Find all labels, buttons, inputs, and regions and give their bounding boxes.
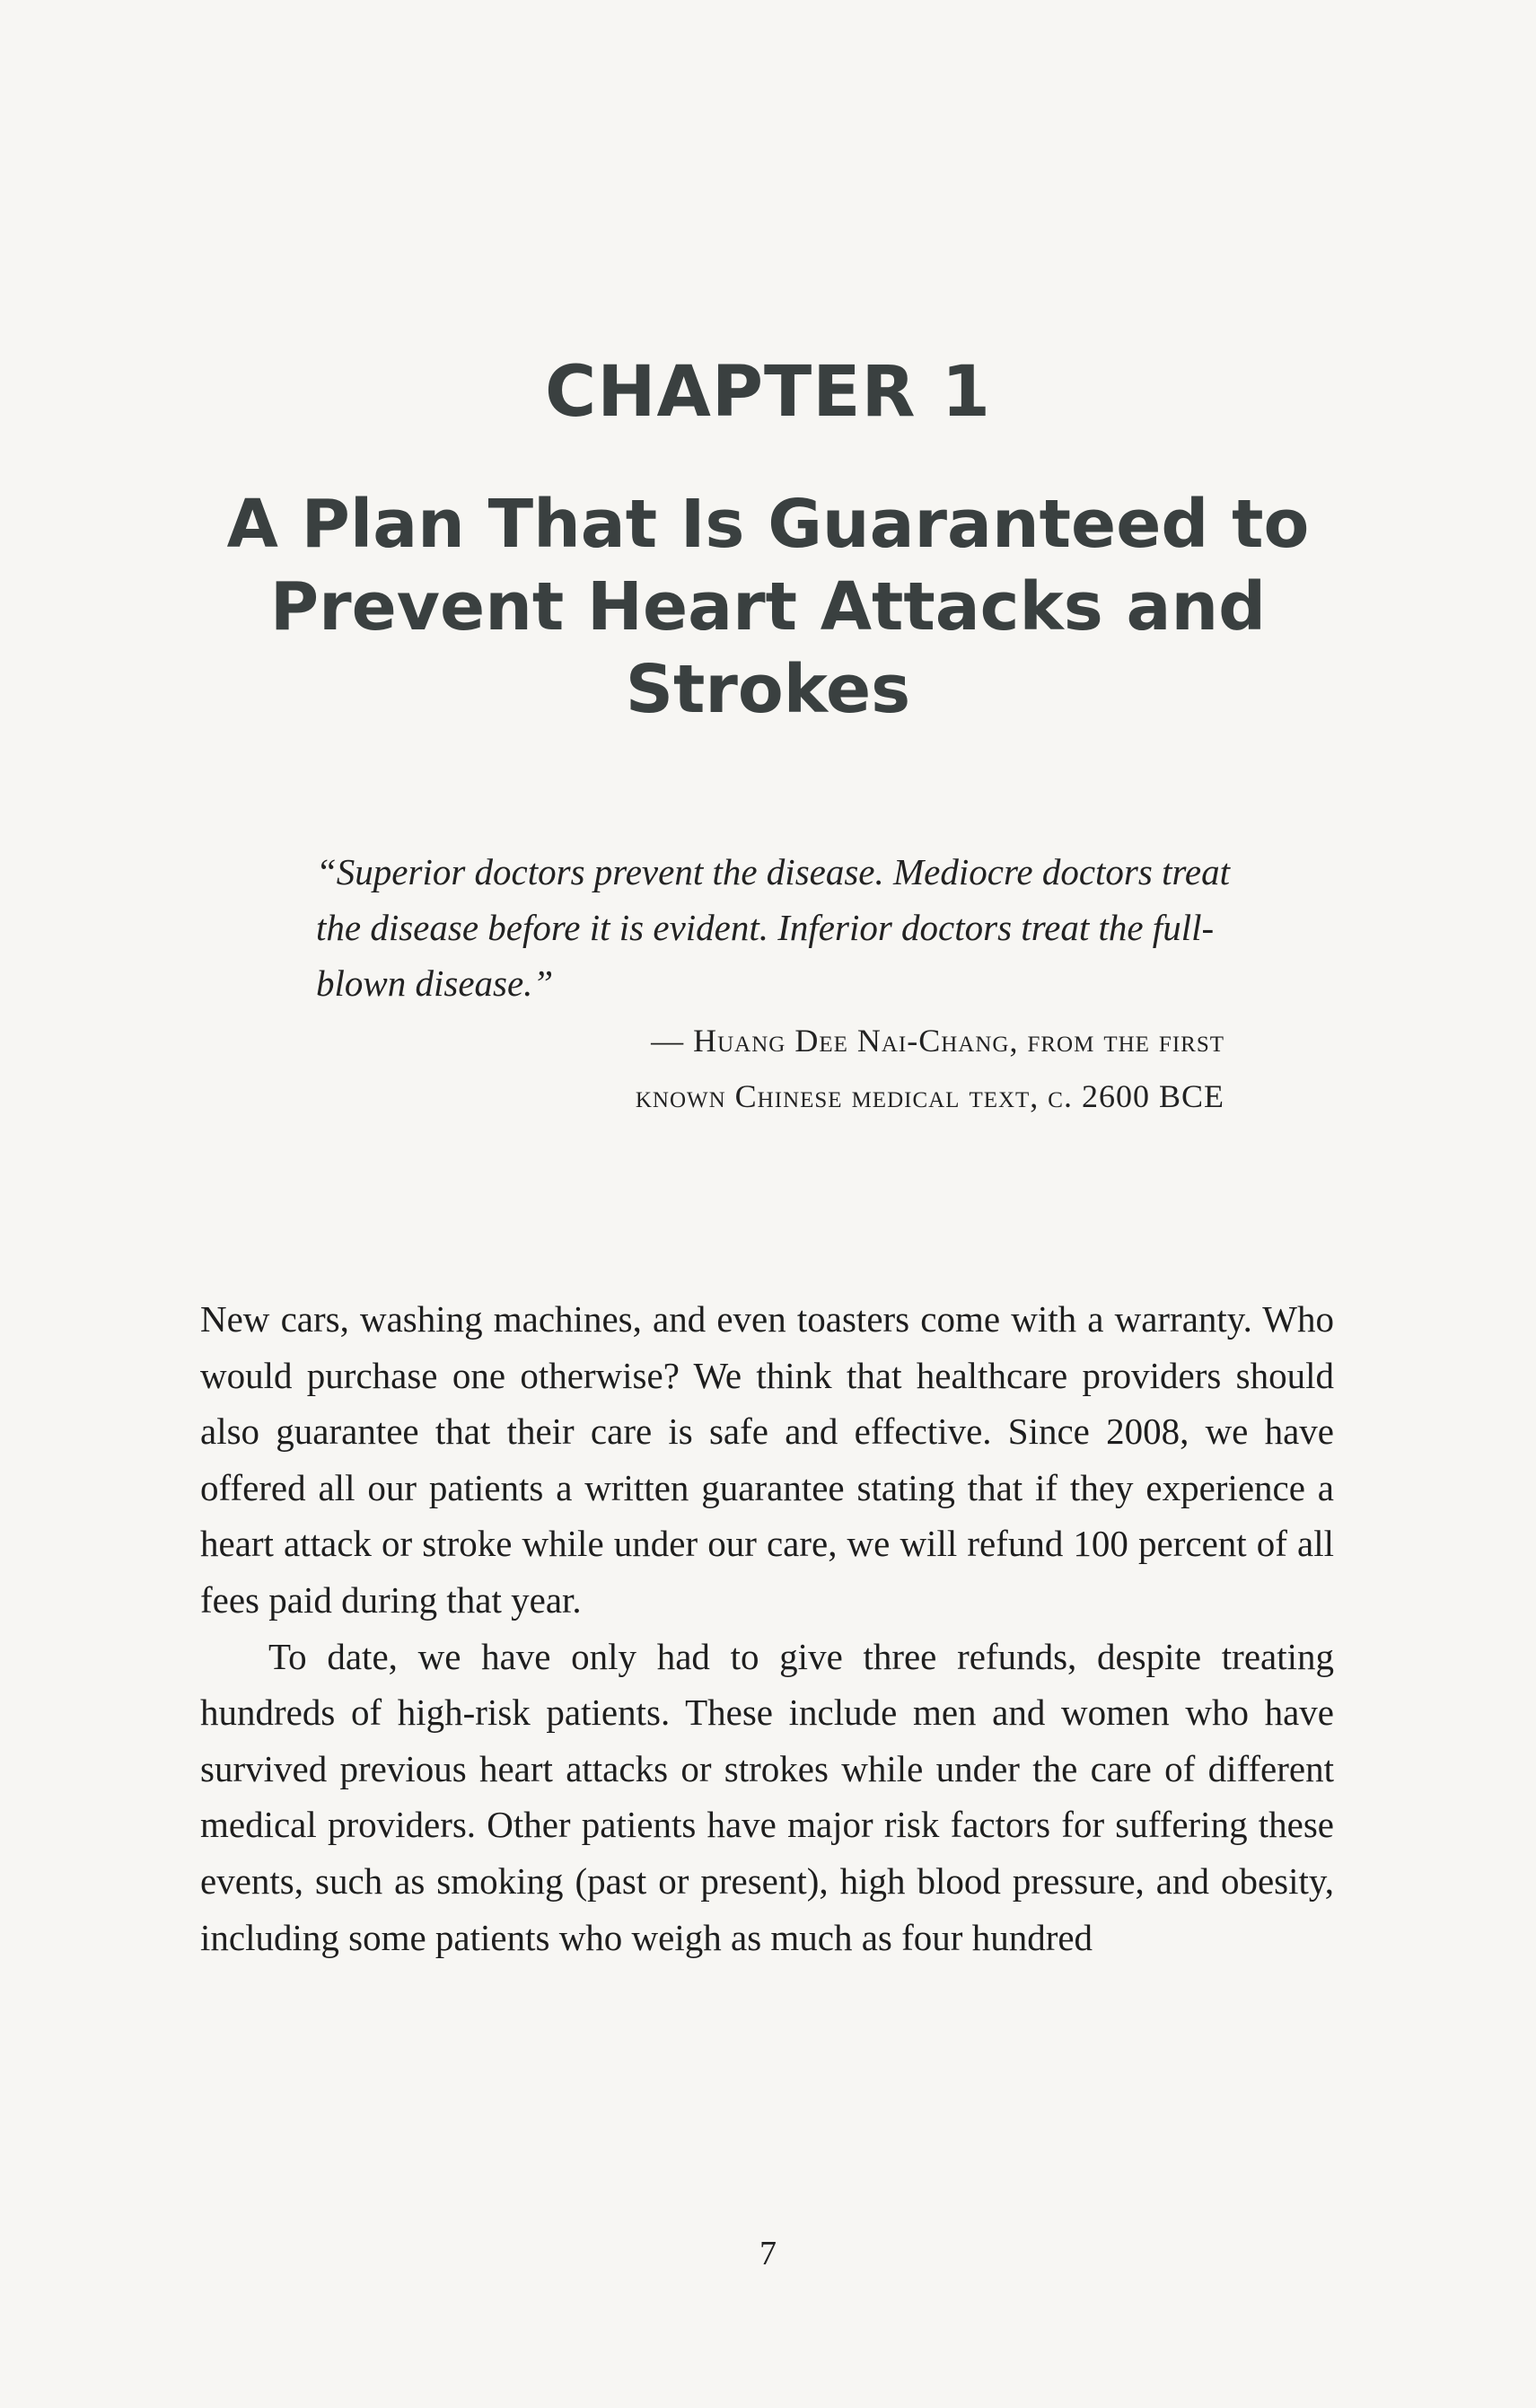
body-text [200,1291,1334,1965]
attribution-line-2: known Chinese medical text, c. 2600 BCE [635,1078,1224,1114]
chapter-label: CHAPTER 1 [544,352,992,433]
epigraph-attribution [316,1013,1224,1124]
attribution-line-1: — Huang Dee Nai-Chang, from the first [651,1023,1224,1059]
chapter-title: A Plan That Is Guaranteed to Prevent Heart Attacks and Strokes [226,486,1310,728]
page-number: 7 [759,2235,777,2272]
paragraph-1: New cars, washing machines, and even toasters come with a warranty. Who would purchase one otherwise? We think that healthcare providers should also guarantee that their care is safe and effective. Since 2008, we have offered all our patients a written guarantee stating that if they experience a heart attack or stroke while under our care, we will refund 100 percent of all fees paid during that year. [200,1298,1334,1621]
paragraph-2: To date, we have only had to give three refunds, despite treating hundreds of high-risk patients. These include men and women who have survived previous heart attacks or strokes while under the care of different medical providers. Other patients have major risk factors for suffering these events, such as smoking (past or present), high blood pressure, and obesity, including some patients who weigh as much as four hundred [200,1635,1334,1958]
epigraph-quote: “Superior doctors prevent the disease. Mediocre doctors treat the disease before it is evident. Inferior doctors treat the full-blown disease.” [316,851,1230,1004]
